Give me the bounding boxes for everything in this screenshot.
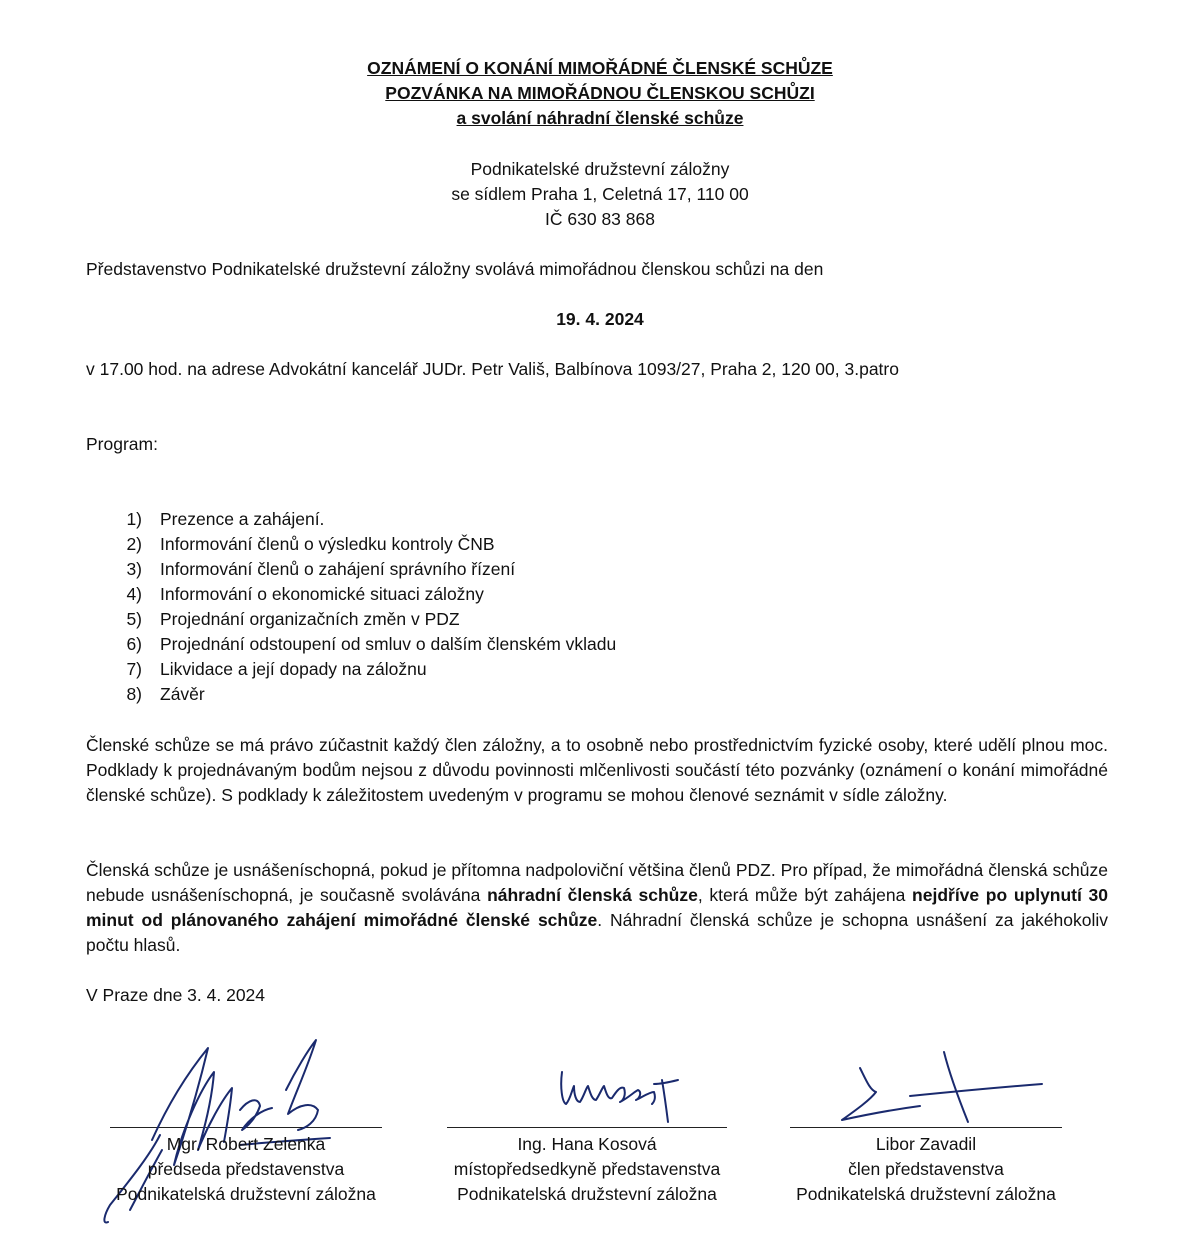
signatory-organization: Podnikatelská družstevní záložna	[457, 1184, 717, 1204]
paragraph-quorum	[86, 858, 1108, 958]
signature-kosova-image	[550, 1062, 690, 1132]
title-line-3: a svolání náhradní členské schůze	[456, 108, 744, 128]
program-item-number: 5)	[126, 609, 142, 629]
signatory-name: Ing. Hana Kosová	[517, 1134, 657, 1154]
program-item-text: Projednání odstoupení od smluv o dalším členském vkladu	[160, 634, 617, 654]
program-item-number: 3)	[126, 559, 142, 579]
signatory-name: Mgr. Robert Zelenka	[166, 1134, 326, 1154]
paragraph-quorum-bold-1: náhradní členská schůze	[487, 885, 698, 905]
program-label: Program:	[86, 434, 158, 454]
organization-address: se sídlem Praha 1, Celetná 17, 110 00	[451, 184, 749, 204]
program-item-text: Informování členů o výsledku kontroly ČNB	[160, 534, 495, 554]
paragraph-quorum-text-2: , která může být zahájena	[697, 885, 913, 905]
paragraph-quorum-text-1: Členská schůze je usnášeníschopná, pokud je přítomna nadpoloviční většina členů PDZ. Pro případ, že mimořádná členská schůze nebude usnášeníschopná, je současně svolávána	[86, 860, 1108, 905]
program-item-text: Informování členů o zahájení správního řízení	[160, 559, 516, 579]
program-item-number: 4)	[126, 584, 142, 604]
signatory-organization: Podnikatelská družstevní záložna	[116, 1184, 376, 1204]
program-item-number: 8)	[126, 684, 142, 704]
signatory-kosova	[437, 1132, 737, 1207]
title-line-1: OZNÁMENÍ O KONÁNÍ MIMOŘÁDNÉ ČLENSKÉ SCHŮZE	[367, 58, 833, 78]
intro-text: Představenstvo Podnikatelské družstevní záložny svolává mimořádnou členskou schůzi na den	[86, 259, 824, 279]
place-and-date: V Praze dne 3. 4. 2024	[86, 985, 266, 1005]
organization-ic: IČ 630 83 868	[545, 209, 655, 229]
paragraph-quorum-text-3: . Náhradní členská schůze je schopna usnášení za jakéhokoliv počtu hlasů.	[86, 910, 1108, 955]
program-item-text: Likvidace a její dopady na záložnu	[160, 659, 427, 679]
title-line-2: POZVÁNKA NA MIMOŘÁDNOU ČLENSKOU SCHŮZI	[385, 83, 815, 103]
signatory-organization: Podnikatelská družstevní záložna	[796, 1184, 1056, 1204]
meeting-place: v 17.00 hod. na adrese Advokátní kancelář JUDr. Petr Vališ, Balbínova 1093/27, Praha 2, 120 00, 3.patro	[86, 359, 899, 379]
signatory-name: Libor Zavadil	[875, 1134, 977, 1154]
program-item-number: 6)	[126, 634, 142, 654]
program-item-text: Prezence a zahájení.	[160, 509, 325, 529]
program-item-text: Informování o ekonomické situaci záložny	[160, 584, 484, 604]
signatory-zavadil	[780, 1132, 1072, 1207]
signatory-role: člen představenstva	[848, 1159, 1004, 1179]
paragraph-attendance: Členské schůze se má právo zúčastnit každý člen záložny, a to osobně nebo prostřednictvím fyzické osoby, které udělí plnou moc. Podklady k projednávaným bodům nejsou z důvodu povinnosti mlčenlivosti součástí této pozvánky (oznámení o konání mimořádné členské schůze). S podklady k záležitostem uvedeným v programu se mohou členové seznámit v sídle záložny.	[86, 735, 1108, 805]
program-item-text: Závěr	[160, 684, 205, 704]
signatory-zelenka	[100, 1132, 392, 1207]
meeting-date: 19. 4. 2024	[556, 309, 644, 329]
program-item-number: 2)	[126, 534, 142, 554]
program-item-text: Projednání organizačních změn v PDZ	[160, 609, 460, 629]
organization-name: Podnikatelské družstevní záložny	[470, 159, 730, 179]
program-item-number: 7)	[126, 659, 142, 679]
signatory-role: místopředsedkyně představenstva	[453, 1159, 721, 1179]
paragraph-quorum-bold-2: nejdříve po uplynutí 30 minut od plánovaného zahájení mimořádné členské schůze	[86, 885, 1108, 930]
program-item-number: 1)	[126, 509, 142, 529]
signature-zavadil-image	[820, 1048, 1060, 1138]
signatory-role: předseda představenstva	[147, 1159, 345, 1179]
